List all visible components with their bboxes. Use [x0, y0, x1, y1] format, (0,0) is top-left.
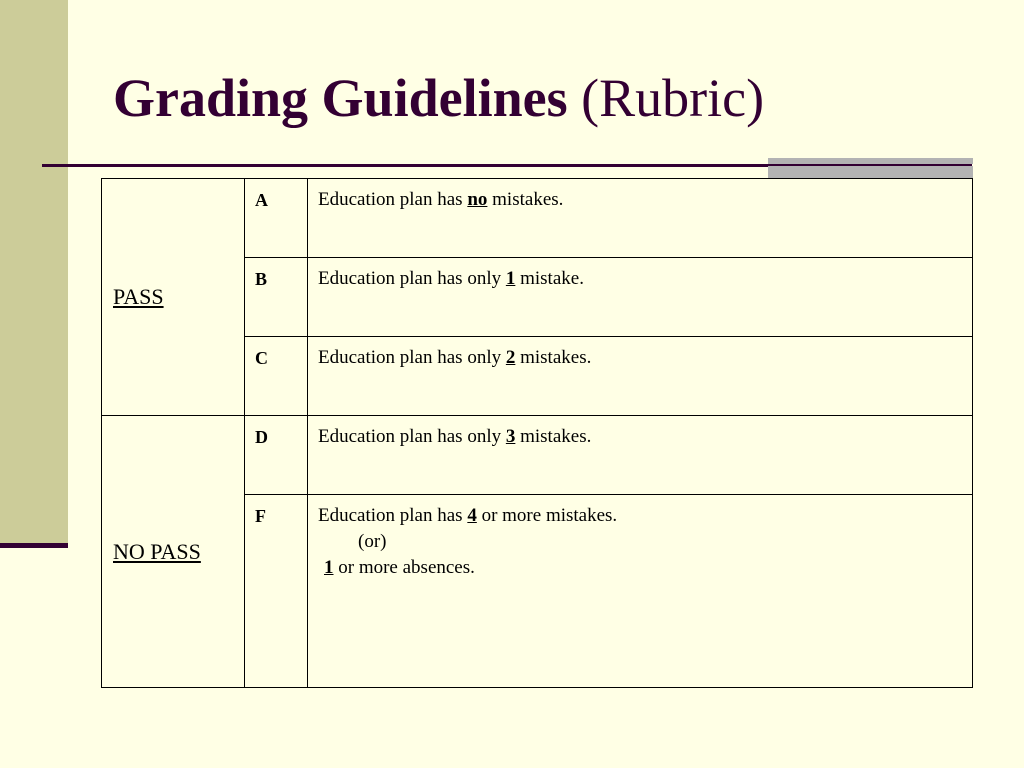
description-cell: [308, 495, 973, 688]
absence-count: 1: [324, 557, 334, 578]
mistake-count: 2: [505, 347, 516, 368]
mistake-count: 1: [505, 268, 516, 289]
description-cell: Education plan has only 3 mistakes.: [308, 416, 973, 495]
title-sub: (Rubric): [581, 68, 765, 128]
accent-bar: [768, 158, 973, 178]
description-cell: Education plan has only 1 mistake.: [308, 258, 973, 337]
slide-title: [113, 62, 764, 134]
description-cell: Education plan has only 2 mistakes.: [308, 337, 973, 416]
nopass-cell: [102, 416, 245, 688]
pass-label: PASS: [113, 284, 164, 309]
mistake-count: no: [467, 189, 488, 210]
mistake-count: 3: [505, 426, 516, 447]
grade-cell: B: [245, 258, 308, 337]
title-main: Grading Guidelines: [113, 68, 568, 128]
description-cell: Education plan has no mistakes.: [308, 179, 973, 258]
description-line: Education plan has 4 or more mistakes.: [318, 505, 618, 526]
table-row: [102, 416, 973, 495]
grade-cell: F: [245, 495, 308, 688]
pass-cell: [102, 179, 245, 416]
rubric-table: [101, 178, 973, 688]
sidebar-underline: [0, 543, 68, 548]
table-row: [102, 179, 973, 258]
grade-cell: A: [245, 179, 308, 258]
mistake-count: 4: [467, 505, 477, 526]
grade-cell: D: [245, 416, 308, 495]
grade-cell: C: [245, 337, 308, 416]
description-line: 1 or more absences.: [324, 557, 475, 578]
sidebar-decoration: [0, 0, 68, 543]
nopass-label: NO PASS: [113, 538, 201, 564]
or-separator: (or): [358, 531, 387, 552]
